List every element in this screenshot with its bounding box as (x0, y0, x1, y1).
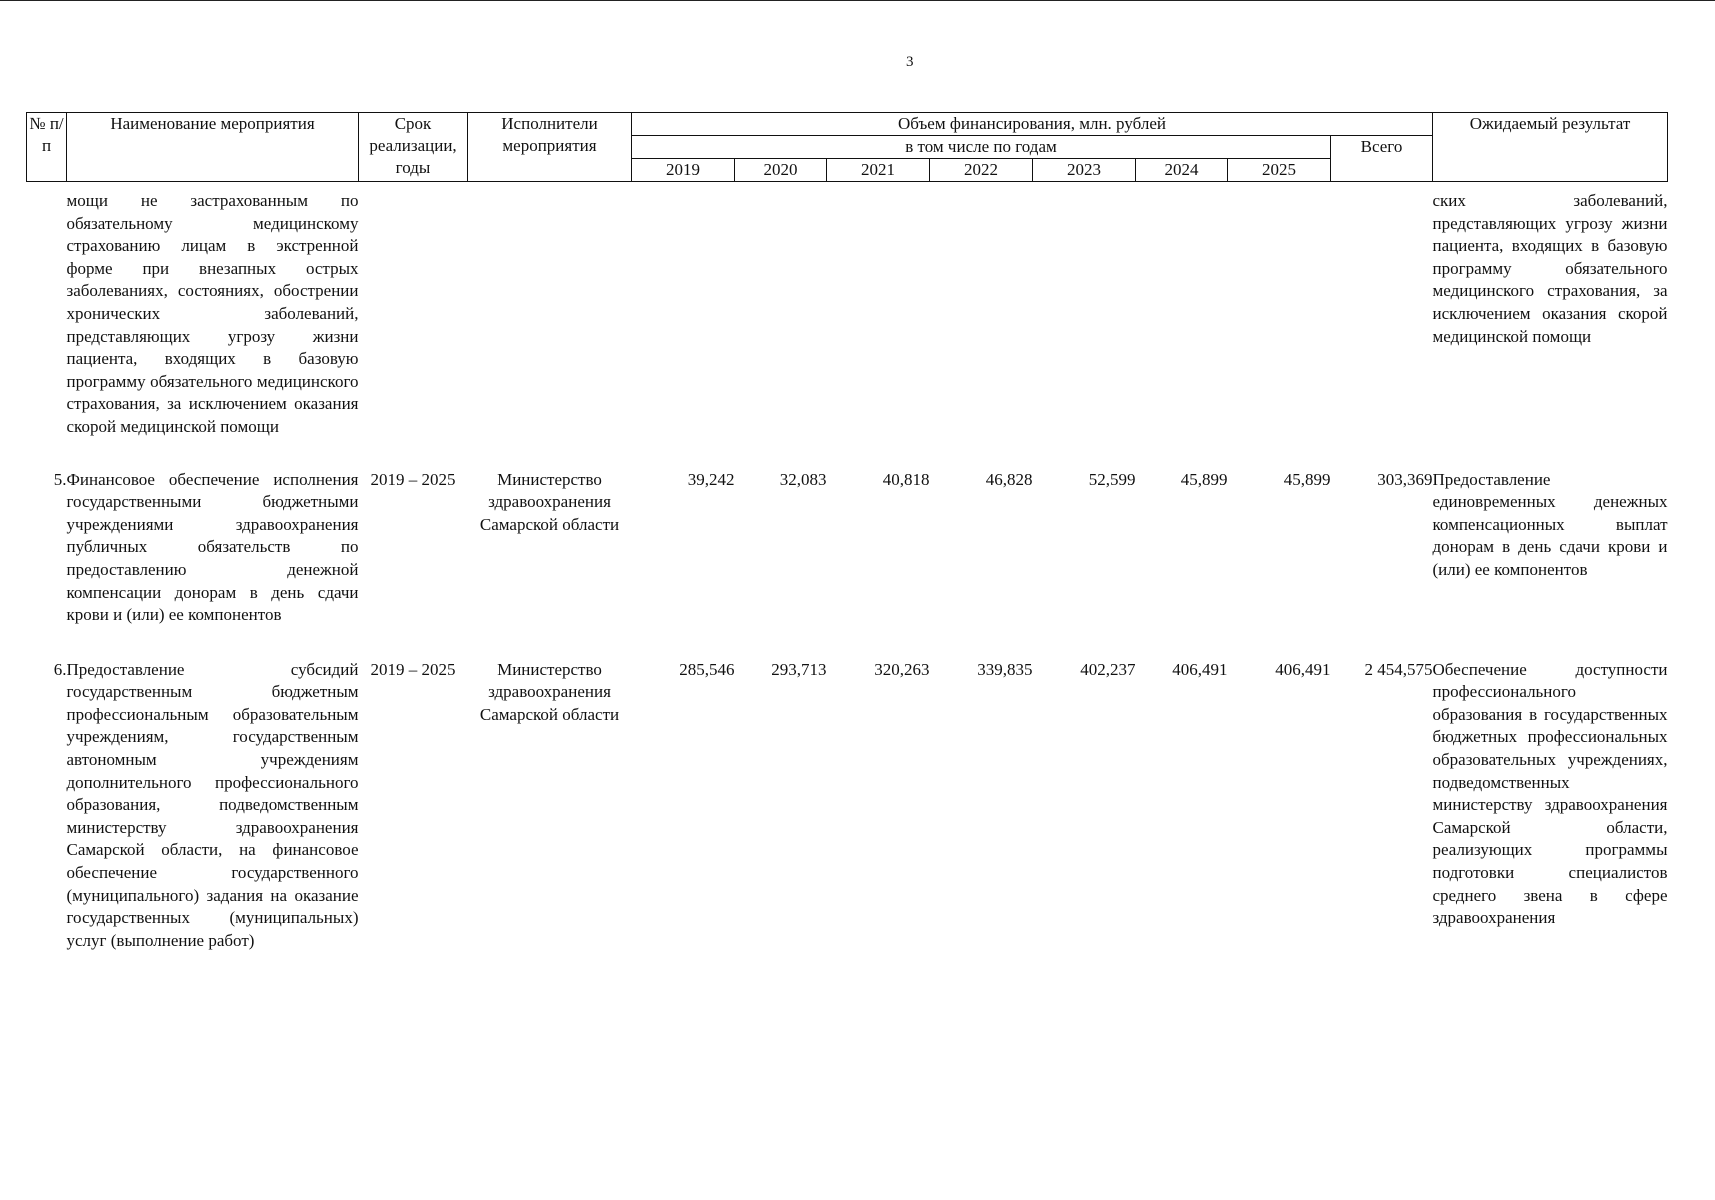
row-value-2024: 45,899 (1180, 469, 1228, 489)
funding-table (26, 112, 1668, 952)
table-row (27, 627, 1668, 953)
continuation-name: мощи не застрахованным по обязательному медицинскому страхованию лицам в экстренной форме при внезапных острых заболеваниях, состояниях, обострении хронических заболеваний, представляющих угрозу жизни пациента, входящих в базовую программу обязательного медицинского страхования, за исключением оказания скорой медицинской помощи (66, 191, 359, 436)
row-total: 2 454,575 (1364, 659, 1433, 679)
header-name: Наименование мероприятия (67, 113, 359, 182)
header-funding: Объем финансирования, млн. рублей (632, 113, 1433, 136)
header-by-years: в том числе по годам (632, 136, 1331, 159)
top-border-line (0, 0, 1715, 1)
row-result: Предоставление единовременных денежных компенсационных выплат донорам в день сдачи крови и (или) ее компонентов (1432, 469, 1668, 579)
header-num: № п/п (27, 113, 67, 182)
row-value-2023: 402,237 (1080, 659, 1136, 679)
row-name: Предоставление субсидий государственным бюджетным профессиональным образовательным учреждениям, государственным автономным учреждениям дополнительного профессионального образования, подведомственным министерству здравоохранения Самарской области, на финансовое обеспечение государственного (муниципального) задания на оказание государственных (муниципальных) услуг (выполнение работ) (66, 659, 359, 950)
header-year: 2023 (1033, 159, 1136, 182)
header-year: 2021 (827, 159, 930, 182)
header-result: Ожидаемый результат (1433, 113, 1668, 182)
row-result: Обеспечение доступности профессионального образования в государственных бюджетных профессиональных образовательных учреждениях, подведомственных министерству здравоохранения Самарской области, реализующих программы подготовки специалистов среднего звена в сфере здравоохранения (1432, 659, 1668, 928)
row-value-2022: 339,835 (977, 659, 1033, 679)
row-value-2021: 40,818 (882, 469, 930, 489)
header-year: 2019 (632, 159, 735, 182)
table-row-continuation (27, 182, 1668, 439)
table-row (27, 439, 1668, 627)
header-year: 2025 (1228, 159, 1331, 182)
header-period: Срок реализации, годы (359, 113, 468, 182)
row-value-2020: 293,713 (771, 659, 827, 679)
page-number: 3 (906, 54, 914, 70)
header-year: 2020 (735, 159, 827, 182)
row-value-2019: 39,242 (687, 469, 735, 489)
row-executor: Министерство здравоохранения Самарской области (479, 469, 620, 534)
header-year: 2022 (930, 159, 1033, 182)
table-header (27, 113, 1668, 182)
row-executor: Министерство здравоохранения Самарской области (479, 659, 620, 724)
row-value-2021: 320,263 (874, 659, 930, 679)
row-period: 2019 – 2025 (370, 659, 456, 679)
row-value-2023: 52,599 (1088, 469, 1136, 489)
row-name: Финансовое обеспечение исполнения государственными бюджетными учреждениями здравоохранения публичных обязательств по предоставлению денежной компенсации донорам в день сдачи крови и (или) ее компонентов (66, 469, 359, 625)
row-value-2019: 285,546 (679, 659, 735, 679)
header-executors: Исполнители мероприятия (468, 113, 632, 182)
header-year: 2024 (1136, 159, 1228, 182)
row-value-2025: 406,491 (1275, 659, 1331, 679)
header-total: Всего (1331, 136, 1433, 182)
row-total: 303,369 (1377, 469, 1433, 489)
continuation-result: ских заболеваний, представляющих угрозу жизни пациента, входящих в базовую программу обязательного медицинского страхования, за исключением оказания скорой медицинской помощи (1432, 191, 1668, 346)
row-value-2020: 32,083 (779, 469, 827, 489)
row-value-2024: 406,491 (1172, 659, 1228, 679)
row-period: 2019 – 2025 (370, 469, 456, 489)
row-number: 5. (53, 469, 67, 489)
row-number: 6. (53, 659, 67, 679)
row-value-2022: 46,828 (985, 469, 1033, 489)
row-value-2025: 45,899 (1283, 469, 1331, 489)
